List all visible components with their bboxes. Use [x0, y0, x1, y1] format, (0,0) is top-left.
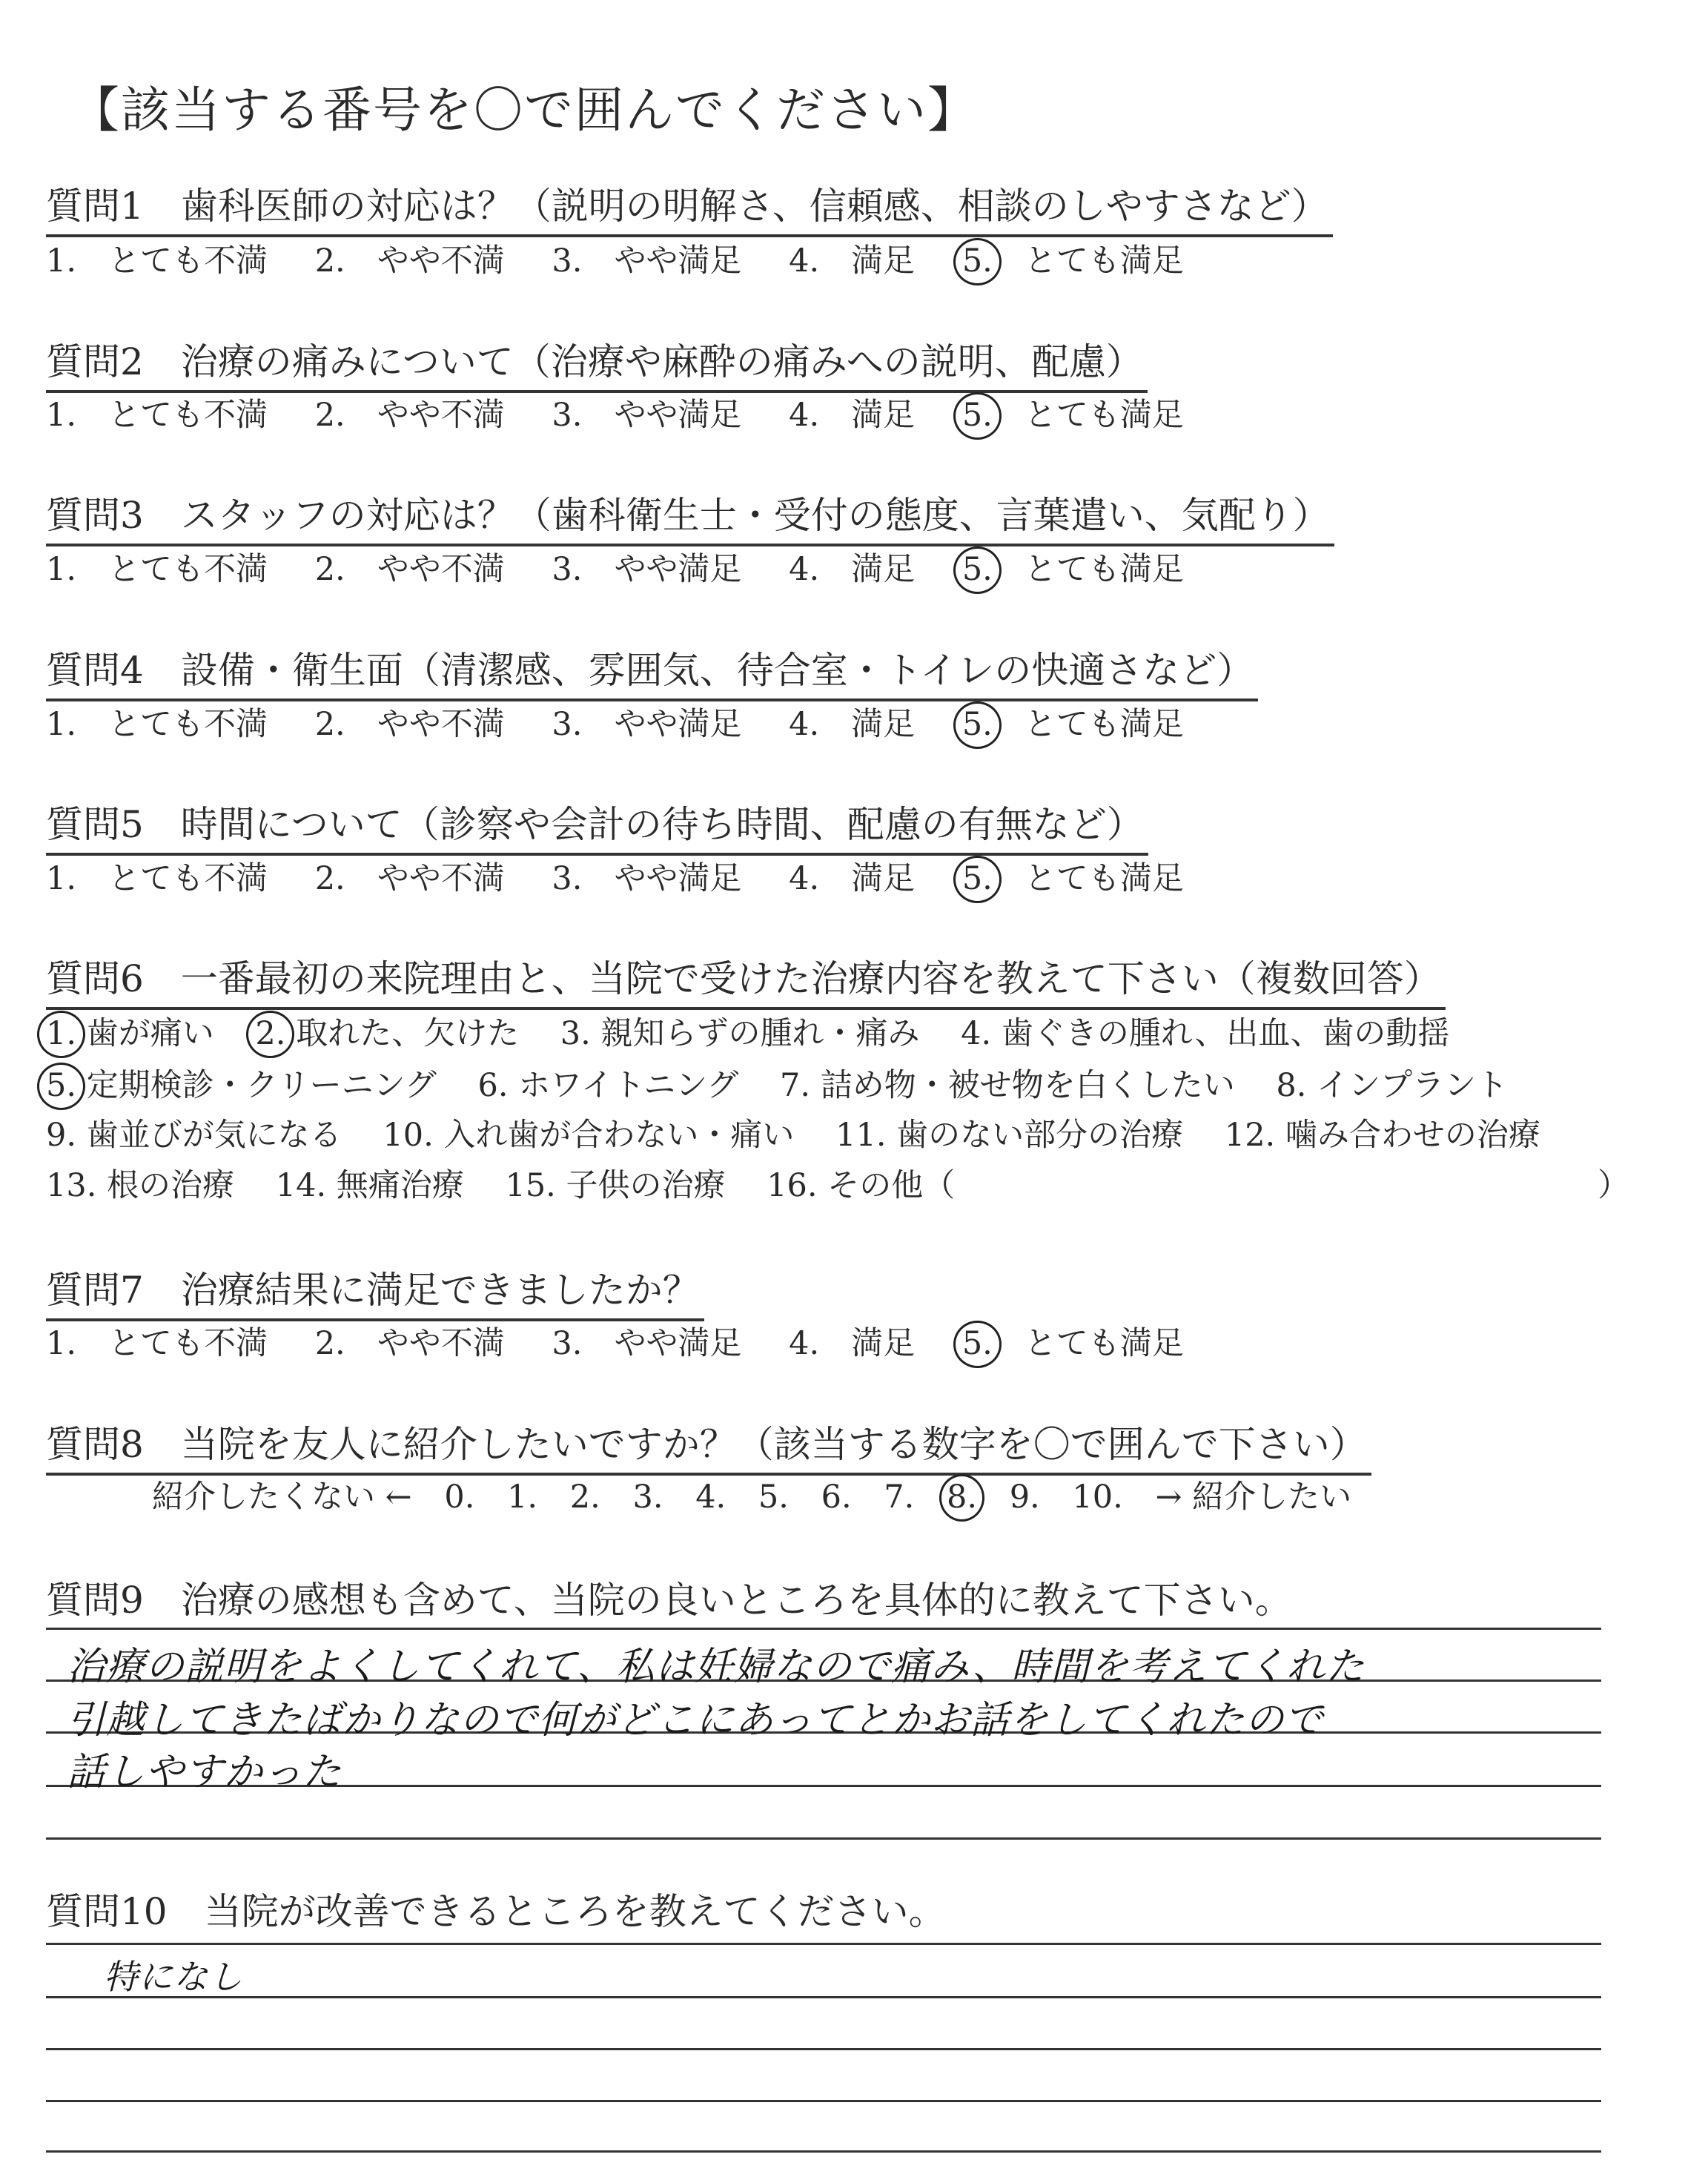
q1-option-5-selected[interactable]: 5. とても満足	[961, 242, 1184, 280]
q6-option-11[interactable]: 11. 歯のない部分の治療	[835, 1117, 1184, 1154]
q7-option-2[interactable]: 2. やや不満	[314, 1325, 505, 1362]
q9-answer-line-2[interactable]: 引越してきたばかりなので何がどこにあってとかお話をしてくれたので	[67, 1698, 1324, 1743]
q9-answer-line-3[interactable]: 話しやすかった	[67, 1750, 342, 1794]
q5-options	[46, 853, 1218, 899]
q10-answer-rule-1	[46, 1943, 1601, 1945]
q6-option-8[interactable]: 8. インプラント	[1276, 1067, 1509, 1104]
q2-option-2[interactable]: 2. やや不満	[314, 397, 505, 434]
q10-heading: 質問10 当院が改善できるところを教えてください。	[46, 1890, 946, 1933]
q10-answer-line-1[interactable]: 特になし	[104, 1957, 243, 1997]
q3-option-3[interactable]: 3. やや満足	[552, 551, 742, 588]
q2-option-5-selected[interactable]: 5. とても満足	[961, 397, 1184, 434]
q9-heading: 質問9 治療の感想も含めて、当院の良いところを具体的に教えて下さい。	[46, 1579, 1292, 1622]
q4-option-3[interactable]: 3. やや満足	[552, 706, 742, 743]
q5-option-5-selected[interactable]: 5. とても満足	[961, 860, 1184, 897]
q6-option-12[interactable]: 12. 噛み合わせの治療	[1224, 1117, 1540, 1154]
q6-option-13[interactable]: 13. 根の治療	[46, 1167, 235, 1204]
q2-heading: 質問2 治療の痛みについて（治療や麻酔の痛みへの説明、配慮）	[46, 332, 1148, 393]
q7-heading: 質問7 治療結果に満足できましたか？	[46, 1261, 704, 1321]
q10-answer-rule-3	[46, 2048, 1601, 2050]
q9-answer-rule-1	[46, 1628, 1601, 1630]
q6-option-5[interactable]: 5. 定期検診・クリーニング	[46, 1067, 437, 1104]
q8-scale-4[interactable]: 4.	[695, 1479, 726, 1516]
q8-left-label: 紹介したくない ←	[152, 1479, 412, 1516]
q5-option-3[interactable]: 3. やや満足	[552, 860, 742, 897]
q6-option-4[interactable]: 4. 歯ぐきの腫れ、出血、歯の動揺	[961, 1015, 1450, 1052]
q3-heading: 質問3 スタッフの対応は？（歯科衛生士・受付の態度、言葉遣い、気配り）	[46, 486, 1334, 546]
q8-scale-2[interactable]: 2.	[569, 1479, 600, 1516]
q4-option-5-selected[interactable]: 5. とても満足	[961, 706, 1184, 743]
q6-row-3	[46, 1110, 1572, 1155]
q5-option-1[interactable]: 1. とても不満	[46, 860, 268, 897]
q4-option-1[interactable]: 1. とても不満	[46, 706, 268, 743]
q9-answer-rule-5	[46, 1837, 1601, 1840]
q6-option-3[interactable]: 3. 親知らずの腫れ・痛み	[560, 1015, 920, 1052]
q3-option-5-selected[interactable]: 5. とても満足	[961, 551, 1184, 588]
q6-option-10[interactable]: 10. 入れ歯が合わない・痛い	[383, 1117, 795, 1154]
q1-option-4[interactable]: 4. 満足	[789, 242, 916, 280]
q6-option-2[interactable]: 2. 取れた、欠けた	[255, 1015, 520, 1052]
q8-scale-9[interactable]: 9.	[1009, 1479, 1040, 1516]
q8-scale-8-selected[interactable]: 8.	[947, 1479, 978, 1516]
q7-option-3[interactable]: 3. やや満足	[552, 1325, 742, 1362]
q2-options	[46, 390, 1218, 435]
q10-answer-rule-2	[46, 1996, 1601, 1998]
q7-option-4[interactable]: 4. 満足	[789, 1325, 916, 1362]
q1-option-1[interactable]: 1. とても不満	[46, 242, 268, 280]
q8-heading: 質問8 当院を友人に紹介したいですか？（該当する数字を〇で囲んで下さい）	[46, 1415, 1371, 1476]
q8-scale-6[interactable]: 6.	[821, 1479, 852, 1516]
q6-row-1	[46, 1008, 1480, 1054]
q2-option-4[interactable]: 4. 満足	[789, 397, 916, 434]
q5-option-2[interactable]: 2. やや不満	[314, 860, 505, 897]
q3-option-1[interactable]: 1. とても不満	[46, 551, 268, 588]
q8-scale-10[interactable]: 10.	[1072, 1479, 1123, 1516]
q7-options	[46, 1318, 1218, 1364]
q6-option-15[interactable]: 15. 子供の治療	[505, 1167, 726, 1204]
q6-option-1[interactable]: 1. 歯が痛い	[46, 1015, 214, 1052]
q8-scale-3[interactable]: 3.	[632, 1479, 663, 1516]
q6-row-2	[46, 1060, 1539, 1106]
q4-heading: 質問4 設備・衛生面（清潔感、雰囲気、待合室・トイレの快適さなど）	[46, 641, 1258, 701]
q3-options	[46, 544, 1218, 589]
q6-other-close-paren: ）	[1598, 1167, 1629, 1204]
q7-option-5-selected[interactable]: 5. とても満足	[961, 1325, 1184, 1362]
q4-options	[46, 699, 1218, 744]
q6-option-14[interactable]: 14. 無痛治療	[275, 1167, 464, 1204]
q4-option-4[interactable]: 4. 満足	[789, 706, 916, 743]
q6-option-9[interactable]: 9. 歯並びが気になる	[46, 1117, 342, 1154]
q4-option-2[interactable]: 2. やや不満	[314, 706, 505, 743]
q6-option-6[interactable]: 6. ホワイトニング	[477, 1067, 739, 1104]
q2-option-1[interactable]: 1. とても不満	[46, 397, 268, 434]
q1-options	[46, 236, 1218, 281]
q1-option-3[interactable]: 3. やや満足	[552, 242, 742, 280]
q1-heading: 質問1 歯科医師の対応は？（説明の明解さ、信頼感、相談のしやすさなど）	[46, 176, 1333, 237]
q7-option-1[interactable]: 1. とても不満	[46, 1325, 268, 1362]
q3-option-4[interactable]: 4. 満足	[789, 551, 916, 588]
q8-scale-1[interactable]: 1.	[507, 1479, 538, 1516]
q6-option-7[interactable]: 7. 詰め物・被せ物を白くしたい	[780, 1067, 1235, 1104]
q10-answer-rule-4	[46, 2100, 1601, 2102]
q1-option-2[interactable]: 2. やや不満	[314, 242, 505, 280]
q5-option-4[interactable]: 4. 満足	[789, 860, 916, 897]
q8-scale-0[interactable]: 0.	[444, 1479, 475, 1516]
q8-scale	[152, 1472, 1374, 1517]
q9-answer-line-1[interactable]: 治療の説明をよくしてくれて、私は妊婦なので痛み、時間を考えてくれた	[67, 1645, 1366, 1689]
q2-option-3[interactable]: 3. やや満足	[552, 397, 742, 434]
q10-answer-rule-5	[46, 2150, 1601, 2153]
q6-row-4	[46, 1160, 986, 1206]
q5-heading: 質問5 時間について（診察や会計の待ち時間、配慮の有無など）	[46, 795, 1148, 856]
q3-option-2[interactable]: 2. やや不満	[314, 551, 505, 588]
q8-right-label: → 紹介したい	[1155, 1479, 1352, 1516]
q6-option-16[interactable]: 16. その他（	[767, 1167, 956, 1204]
q6-heading: 質問6 一番最初の来院理由と、当院で受けた治療内容を教えて下さい（複数回答）	[46, 949, 1446, 1010]
q8-scale-7[interactable]: 7.	[884, 1479, 915, 1516]
q8-scale-5[interactable]: 5.	[758, 1479, 789, 1516]
page-title: 【該当する番号を〇で囲んでください】	[70, 82, 978, 139]
